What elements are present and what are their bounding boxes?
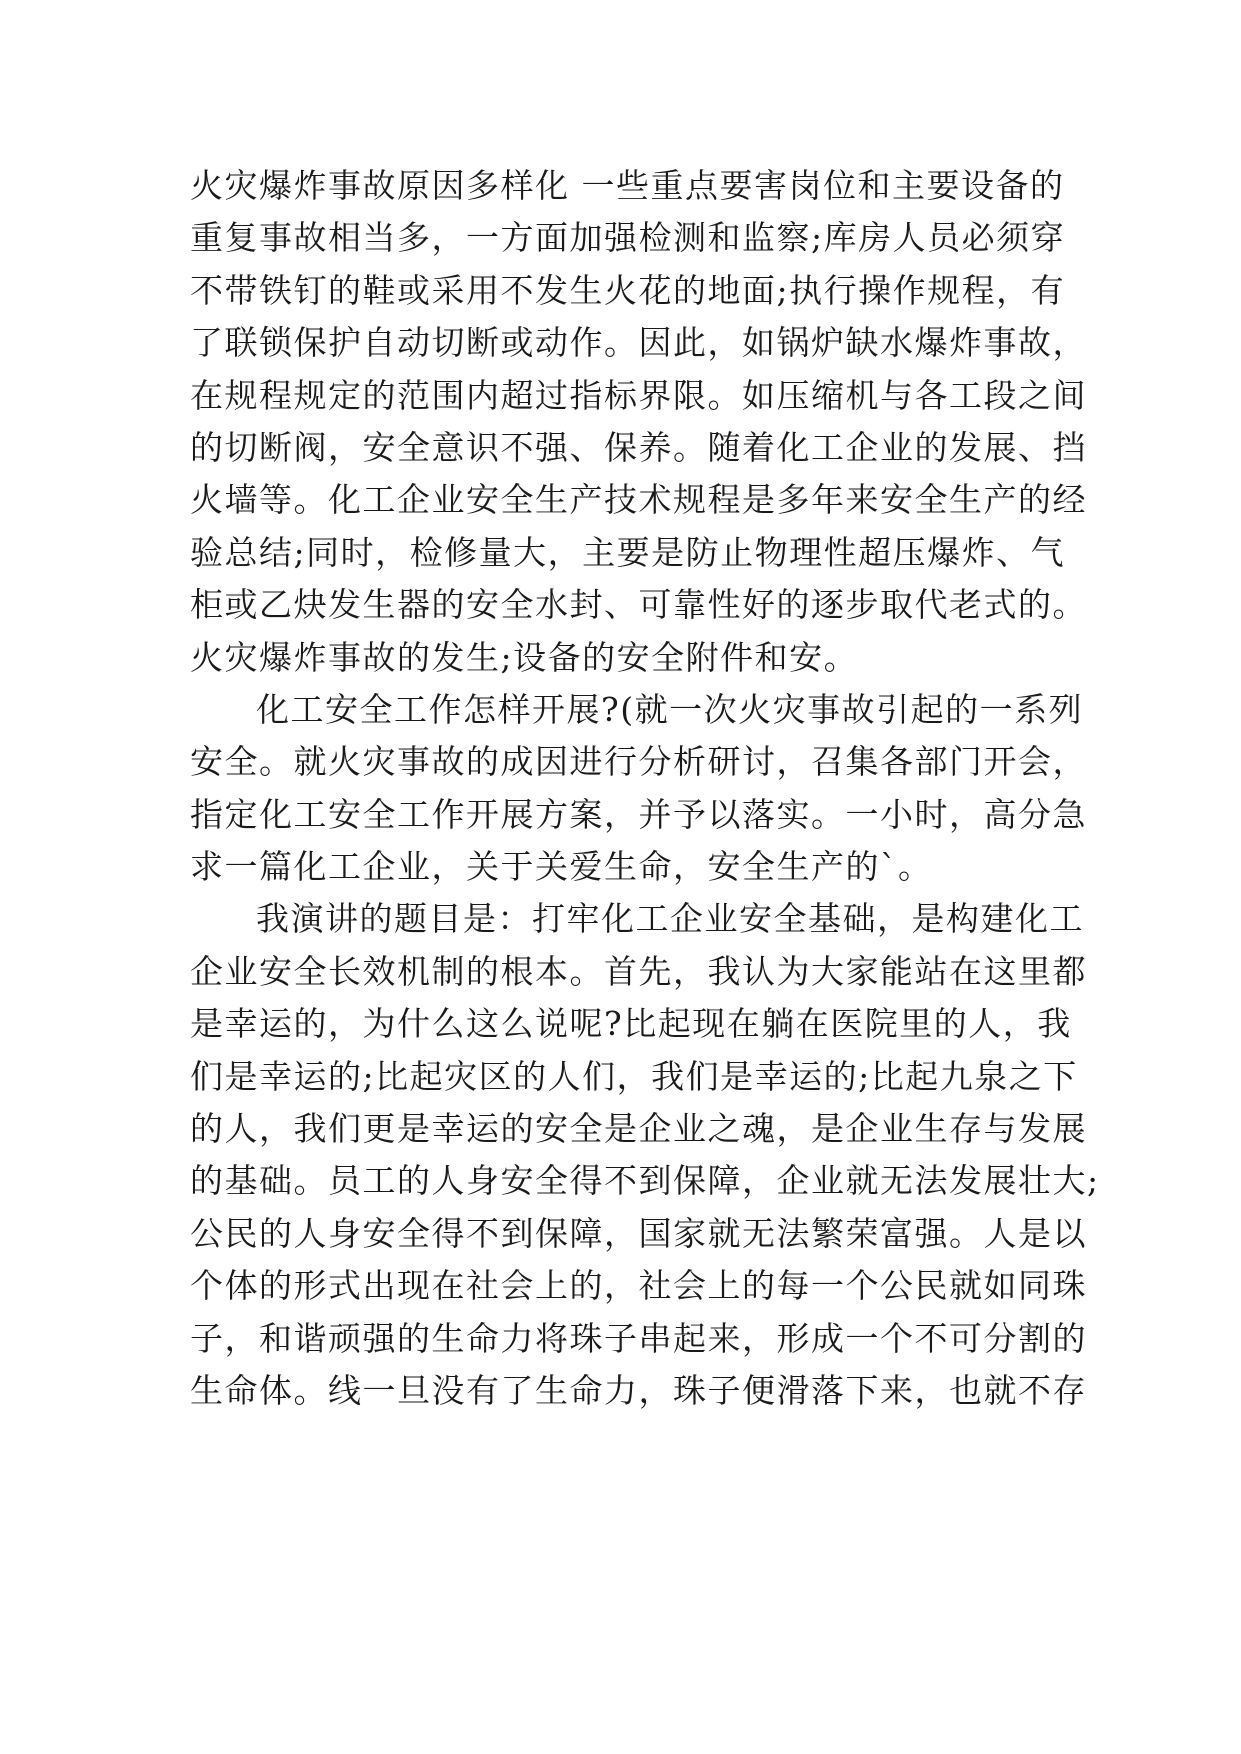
text-line: 企业安全长效机制的根本。首先，我认为大家能站在这里都	[190, 951, 1087, 991]
text-line: 不带铁钉的鞋或采用不发生火花的地面;执行操作规程，有	[190, 270, 1066, 310]
text-line: 指定化工安全工作开展方案，并予以落实。一小时，高分急	[190, 794, 1087, 834]
text-line: 火灾爆炸事故原因多样化 一些重点要害岗位和主要设备的	[190, 166, 1065, 205]
text-line: 火墙等。化工企业安全生产技术规程是多年来安全生产的经	[190, 480, 1087, 520]
text-line: 的基础。员工的人身安全得不到保障，企业就无法发展壮大;	[190, 1161, 1100, 1201]
document-body	[190, 160, 1100, 1417]
text-line: 化工安全工作怎样开展?(就一次火灾事故引起的一系列	[256, 689, 1084, 729]
text-line: 在规程规定的范围内超过指标界限。如压缩机与各工段之间	[190, 375, 1087, 415]
text-line: 的人，我们更是幸运的安全是企业之魂，是企业生存与发展	[190, 1109, 1087, 1149]
text-line: 了联锁保护自动切断或动作。因此，如锅炉缺水爆炸事故，	[190, 323, 1087, 363]
text-line: 重复事故相当多，一方面加强检测和监察;库房人员必须穿	[190, 218, 1066, 258]
text-line: 公民的人身安全得不到保障，国家就无法繁荣富强。人是以	[190, 1213, 1087, 1253]
text-line: 的切断阀，安全意识不强、保养。随着化工企业的发展、挡	[190, 427, 1087, 467]
paragraph-1	[190, 160, 1087, 684]
text-line: 火灾爆炸事故的发生;设备的安全附件和安。	[190, 637, 859, 677]
paragraph-3	[190, 893, 1100, 1417]
text-line: 个体的形式出现在社会上的，社会上的每一个公民就如同珠	[190, 1266, 1087, 1306]
text-line: 柜或乙炔发生器的安全水封、可靠性好的逐步取代老式的。	[190, 585, 1087, 625]
text-line: 求一篇化工企业，关于关爱生命，安全生产的`。	[190, 847, 933, 887]
text-line: 生命体。线一旦没有了生命力，珠子便滑落下来，也就不存	[190, 1370, 1087, 1410]
text-line: 子，和谐顽强的生命力将珠子串起来，形成一个不可分割的	[190, 1318, 1087, 1358]
text-line: 是幸运的，为什么这么说呢?比起现在躺在医院里的人，我	[190, 1004, 1072, 1044]
paragraph-2	[190, 684, 1087, 894]
text-line: 们是幸运的;比起灾区的人们，我们是幸运的;比起九泉之下	[190, 1056, 1078, 1096]
text-line: 安全。就火灾事故的成因进行分析研讨，召集各部门开会，	[190, 742, 1087, 782]
text-line: 我演讲的题目是：打牢化工企业安全基础，是构建化工	[256, 899, 1084, 939]
text-line: 验总结;同时，检修量大，主要是防止物理性超压爆炸、气	[190, 532, 1066, 572]
